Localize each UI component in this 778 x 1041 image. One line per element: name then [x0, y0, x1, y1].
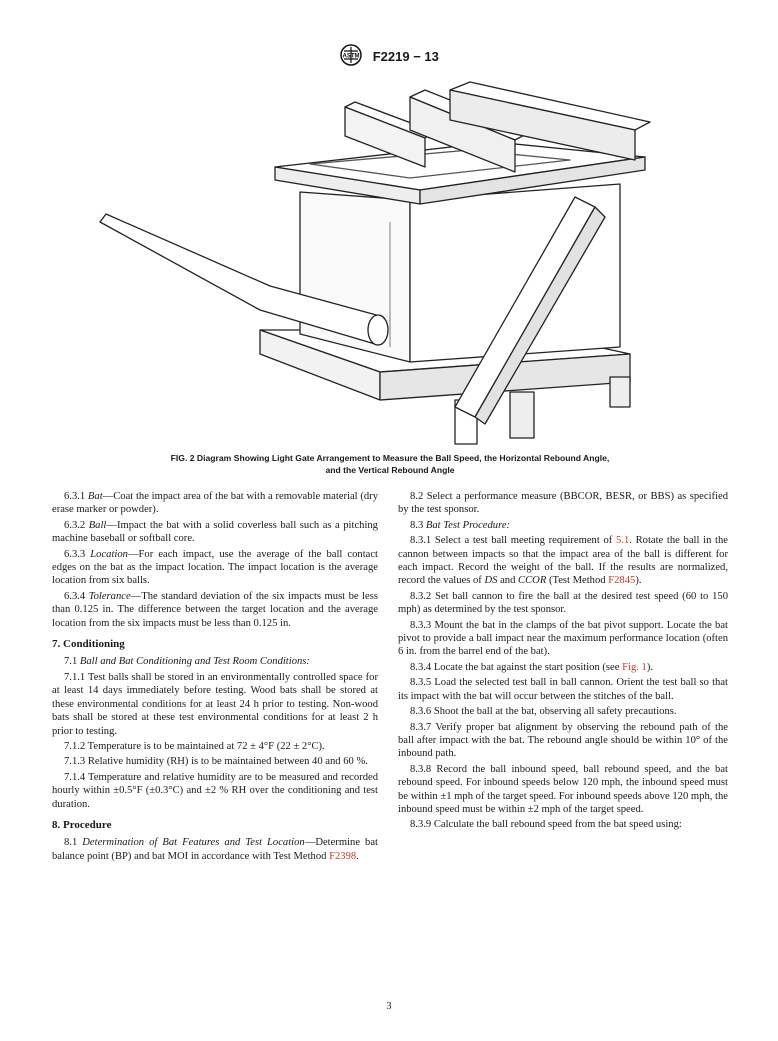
- para-7-1-4: 7.1.4 Temperature and relative humidity are to be measured and recorded hourly within ±0.5°F (±0.3°C) and ±2 % RH over the conditioning and test duration.: [52, 771, 378, 810]
- figure-2-diagram: [90, 72, 690, 452]
- caption-line-1: FIG. 2 Diagram Showing Light Gate Arrangement to Measure the Ball Speed, the Horizontal Rebound Angle,: [170, 453, 610, 463]
- para-8-1: 8.1 Determination of Bat Features and Test Location—Determine bat balance point (BP) and bat MOI in accordance with Test Method F2398.: [52, 837, 378, 862]
- para-8-3-7: 8.3.7 Verify proper bat alignment by observing the rebound path of the ball after impact with the bat. The rebound angle should be within 10° of the inbound path.: [398, 721, 728, 760]
- link-f2398[interactable]: F2398: [329, 850, 357, 862]
- para-6-3-3: 6.3.3 Location—For each impact, use the average of the ball contact edges on the bat as the impact location. The impact location is the average location from six balls.: [52, 548, 378, 587]
- para-8-3: 8.3 Bat Test Procedure:: [410, 519, 511, 531]
- para-7-1: 7.1 Ball and Bat Conditioning and Test Room Conditions:: [64, 656, 310, 668]
- para-6-3-4: 6.3.4 Tolerance—The standard deviation of the six impacts must be less than 0.125 in. The difference between the target location and the average location from the six impacts must be less than 0.125 in.: [52, 590, 378, 629]
- para-7-1-2: 7.1.2 Temperature is to be maintained at 72 ± 4°F (22 ± 2°C).: [64, 740, 325, 752]
- para-7-1-3: 7.1.3 Relative humidity (RH) is to be maintained between 40 and 60 %.: [64, 756, 368, 768]
- section-7-heading: 7. Conditioning: [52, 638, 125, 651]
- para-6-3-1: 6.3.1 Bat—Coat the impact area of the bat with a removable material (dry erase marker or powder).: [52, 491, 378, 516]
- astm-logo-icon: [339, 44, 363, 69]
- para-8-3-2: 8.3.2 Set ball cannon to fire the ball at the desired test speed (60 to 150 mph) as determined by the test sponsor.: [398, 590, 728, 616]
- para-8-3-5: 8.3.5 Load the selected test ball in ball cannon. Orient the test ball so that its impact with the bat will occur between the stitches of the ball.: [398, 677, 728, 702]
- para-8-3-3: 8.3.3 Mount the bat in the clamps of the bat pivot support. Locate the bat pivot to provide a ball impact near the maximum performance location (often 6 in. from the barrel end of the bat).: [398, 619, 728, 658]
- svg-text:ASTM: ASTM: [342, 53, 360, 60]
- para-8-2: 8.2 Select a performance measure (BBCOR, BESR, or BBS) as specified by the test sponsor.: [398, 491, 728, 516]
- section-8-heading: 8. Procedure: [52, 818, 112, 831]
- link-5-1[interactable]: 5.1: [616, 535, 630, 547]
- link-fig-1[interactable]: Fig. 1: [622, 661, 647, 673]
- para-8-3-1: 8.3.1 Select a test ball meeting requirement of 5.1. Rotate the ball in the cannon between impacts so that the impact area of the ball is different for each impact. Record the weight of the ball. If the results are normalized, record the values of DS and CCOR (Test Method F2845).: [398, 535, 728, 587]
- para-6-3-2: 6.3.2 Ball—Impact the bat with a solid coverless ball such as a pitching machine baseball or softball core.: [52, 519, 378, 545]
- link-f2845[interactable]: F2845: [608, 575, 636, 587]
- para-8-3-8: 8.3.8 Record the ball inbound speed, ball rebound speed, and the bat rebound speed. For inbound speeds below 120 mph, the inbound speed must be within ±1 mph of the target speed. For inbound speeds above 120 mph, the inbound speed must be within ±2 mph of the target speed.: [398, 763, 728, 815]
- para-7-1-1: 7.1.1 Test balls shall be stored in an environmentally controlled space for at least 14 days immediately before testing. Wood bats shall be stored at these environmental conditions for at least 24 h prior to testing. Non-wood bats shall be stored at these test environmental conditions for at least 2 h prior to testing.: [52, 671, 378, 737]
- page-number: 3: [386, 1001, 392, 1012]
- figure-caption: [120, 452, 660, 476]
- para-8-3-4: 8.3.4 Locate the bat against the start position (see Fig. 1).: [410, 661, 654, 673]
- left-column: [52, 490, 378, 865]
- para-8-3-6: 8.3.6 Shoot the ball at the bat, observing all safety precautions.: [410, 706, 677, 718]
- para-8-3-9: 8.3.9 Calculate the ball rebound speed from the bat speed using:: [410, 819, 682, 831]
- page-header: [0, 44, 778, 69]
- right-column: [398, 490, 728, 834]
- caption-line-2: and the Vertical Rebound Angle: [325, 465, 455, 475]
- standard-code: F2219 − 13: [372, 49, 439, 64]
